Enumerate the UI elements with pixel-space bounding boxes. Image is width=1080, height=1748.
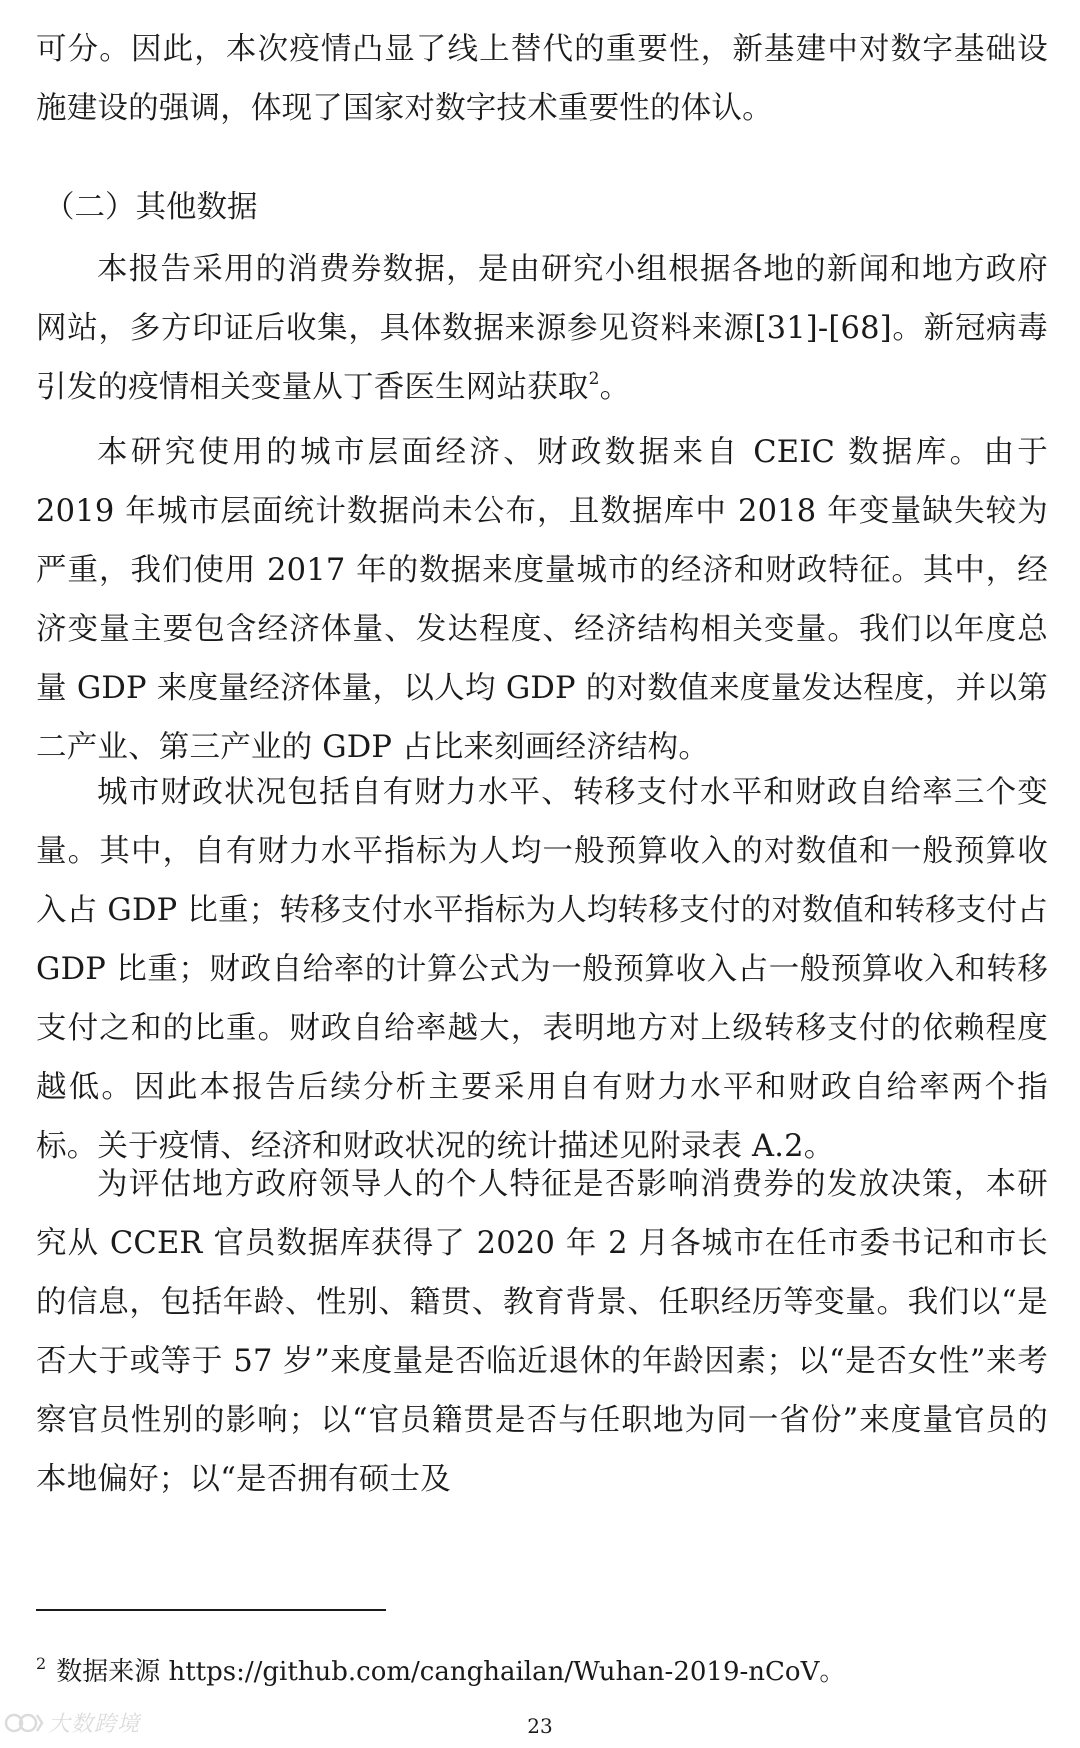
page-number: 23 (527, 1714, 553, 1738)
paragraph-consumption-voucher-data (36, 240, 1048, 417)
logo-icon (4, 1710, 44, 1736)
footnote-divider (36, 1609, 386, 1611)
footnote-mark: 2 (36, 1654, 47, 1673)
watermark (4, 1707, 140, 1738)
section-heading: （二）其他数据 (44, 190, 258, 225)
paragraph-tail: 。 (599, 370, 631, 405)
paragraph-text: 本报告采用的消费券数据，是由研究小组根据各地的新闻和地方政府网站，多方印证后收集，具体数据来源参见资料来源[31]-[68]。新冠病毒引发的疫情相关变量从丁香医生网站获取 (36, 252, 1048, 405)
footnote (36, 1652, 845, 1692)
paragraph-official-characteristics: 为评估地方政府领导人的个人特征是否影响消费券的发放决策，本研究从 CCER 官员数据库获得了 2020 年 2 月各城市在任市委书记和市长的信息，包括年龄、性别、籍贯、教育背景、任职经历等变量。我们以“是否大于或等于 57 岁”来度量是否临近退休的年龄因素；以“是否女性”来考察官员性别的影响；以“官员籍贯是否与任职地为同一省份”来度量官员的本地偏好；以“是否拥有硕士及 (36, 1167, 1048, 1497)
footnote-text[interactable]: 数据来源 https://github.com/canghailan/Wuhan-2019-nCoV。 (56, 1657, 846, 1687)
paragraph-intro: 可分。因此，本次疫情凸显了线上替代的重要性，新基建中对数字基础设施建设的强调，体现了国家对数字技术重要性的体认。 (36, 32, 1048, 126)
paragraph-ceic-data: 本研究使用的城市层面经济、财政数据来自 CEIC 数据库。由于 2019 年城市层面统计数据尚未公布，且数据库中 2018 年变量缺失较为严重，我们使用 2017 年的数据来度量城市的经济和财政特征。其中，经济变量主要包含经济体量、发达程度、经济结构相关变量。我们以年度总量 GDP 来度量经济体量，以人均 GDP 的对数值来度量发达程度，并以第二产业、第三产业的 GDP 占比来刻画经济结构。 (36, 435, 1048, 765)
footnote-reference[interactable]: 2 (588, 369, 600, 389)
paragraph-fiscal-status: 城市财政状况包括自有财力水平、转移支付水平和财政自给率三个变量。其中，自有财力水平指标为人均一般预算收入的对数值和一般预算收入占 GDP 比重；转移支付水平指标为人均转移支付的对数值和转移支付占 GDP 比重；财政自给率的计算公式为一般预算收入占一般预算收入和转移支付之和的比重。财政自给率越大，表明地方对上级转移支付的依赖程度越低。因此本报告后续分析主要采用自有财力水平和财政自给率两个指标。关于疫情、经济和财政状况的统计描述见附录表 A.2。 (36, 775, 1048, 1164)
watermark-text: 大数跨境 (48, 1712, 141, 1737)
